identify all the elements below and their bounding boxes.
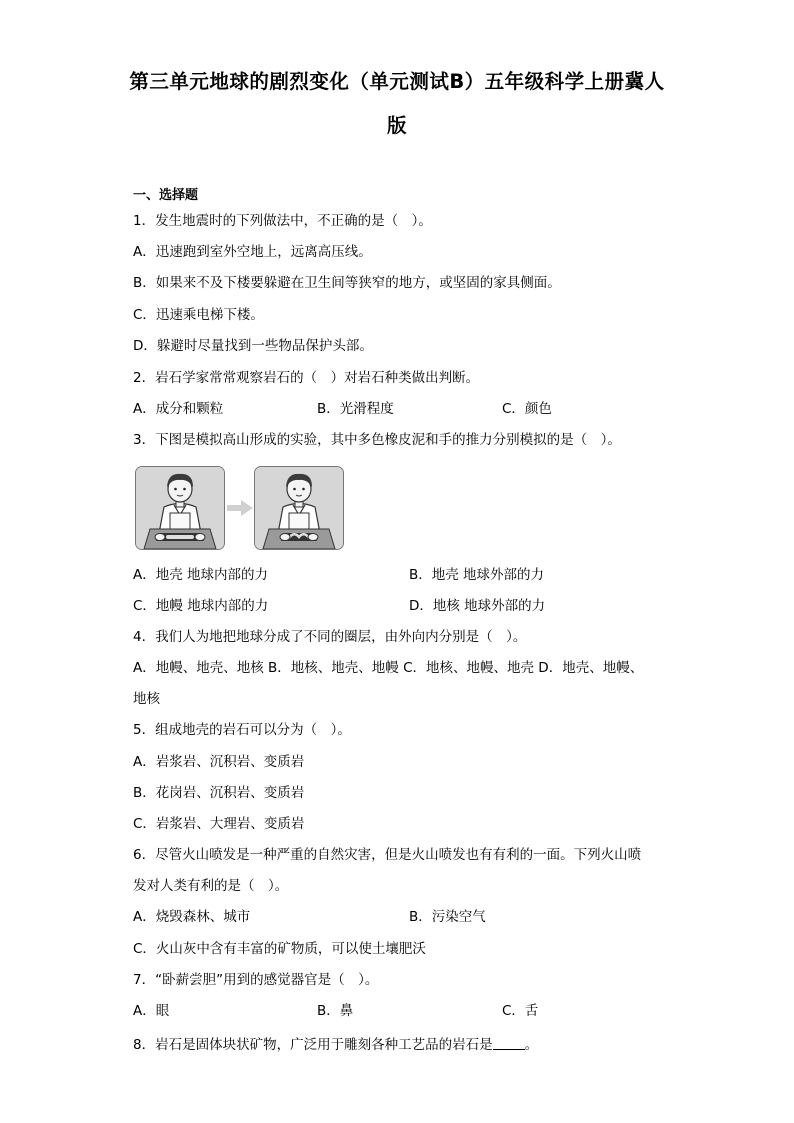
section-heading: 一、选择题 (133, 188, 199, 203)
question-8-stem: 8．岩石是固体块状矿物，广泛用于雕刻各种工艺品的岩石是 (133, 1037, 493, 1053)
experiment-panel-after (254, 466, 344, 550)
question-3-option-a: A．地壳 地球内部的力 (133, 567, 269, 583)
question-7-option-a: A．眼 (133, 1003, 170, 1019)
question-3-stem: 3．下图是模拟高山形成的实验，其中多色橡皮泥和手的推力分别模拟的是（ ）。 (133, 432, 621, 448)
question-3-option-b: B．地壳 地球外部的力 (409, 567, 545, 583)
question-3-option-d: D．地核 地球外部的力 (409, 598, 546, 614)
question-2-option-a: A．成分和颗粒 (133, 401, 224, 417)
arrow-right-icon (227, 500, 253, 516)
question-5-option-c: C．岩浆岩、大理岩、变质岩 (133, 816, 305, 832)
document-title-line2: 版 (386, 114, 407, 137)
question-6-option-a: A．烧毁森林、城市 (133, 909, 251, 925)
question-7-option-c: C．舌 (502, 1003, 539, 1019)
question-1-option-b: B．如果来不及下楼要躲避在卫生间等狭窄的地方，或坚固的家具侧面。 (133, 275, 561, 291)
question-7-stem: 7．“卧薪尝胆”用到的感觉器官是（ ）。 (133, 972, 379, 988)
document-title-line1: 第三单元地球的剧烈变化（单元测试B）五年级科学上册冀人 (129, 70, 665, 93)
question-8-end: 。 (524, 1037, 539, 1053)
question-2-option-c: C．颜色 (502, 401, 552, 417)
question-1-option-d: D．躲避时尽量找到一些物品保护头部。 (133, 338, 373, 354)
question-1-option-c: C．迅速乘电梯下楼。 (133, 307, 264, 323)
student-pushing-clay-icon (136, 467, 224, 549)
question-6-stem-line2: 发对人类有利的是（ ）。 (133, 878, 289, 894)
experiment-panel-before (135, 466, 225, 550)
question-6-option-b: B．污染空气 (409, 909, 486, 925)
question-8 (133, 1037, 538, 1053)
question-5-stem: 5．组成地壳的岩石可以分为（ ）。 (133, 722, 351, 738)
question-2-option-b: B．光滑程度 (317, 401, 394, 417)
answer-blank[interactable] (493, 1037, 525, 1050)
question-2-stem: 2．岩石学家常常观察岩石的（ ）对岩石种类做出判断。 (133, 370, 480, 386)
question-6-stem-line1: 6．尽管火山喷发是一种严重的自然灾害，但是火山喷发也有有利的一面。下列火山喷 (133, 847, 642, 863)
question-5-option-a: A．岩浆岩、沉积岩、变质岩 (133, 754, 305, 770)
student-folded-clay-icon (255, 467, 343, 549)
question-1-stem: 1．发生地震时的下列做法中，不正确的是（ ）。 (133, 213, 432, 229)
question-4-options-wrap: 地核 (133, 691, 160, 707)
question-5-option-b: B．花岗岩、沉积岩、变质岩 (133, 785, 305, 801)
question-4-stem: 4．我们人为地把地球分成了不同的圈层，由外向内分别是（ ）。 (133, 629, 527, 645)
question-1-option-a: A．迅速跑到室外空地上，远离高压线。 (133, 244, 372, 260)
question-4-options: A．地幔、地壳、地核 B．地核、地壳、地幔 C．地核、地幔、地壳 D．地壳、地幔、 (133, 660, 644, 676)
question-3-option-c: C．地幔 地球内部的力 (133, 598, 269, 614)
question-7-option-b: B．鼻 (317, 1003, 354, 1019)
question-6-option-c: C．火山灰中含有丰富的矿物质，可以使土壤肥沃 (133, 941, 426, 957)
